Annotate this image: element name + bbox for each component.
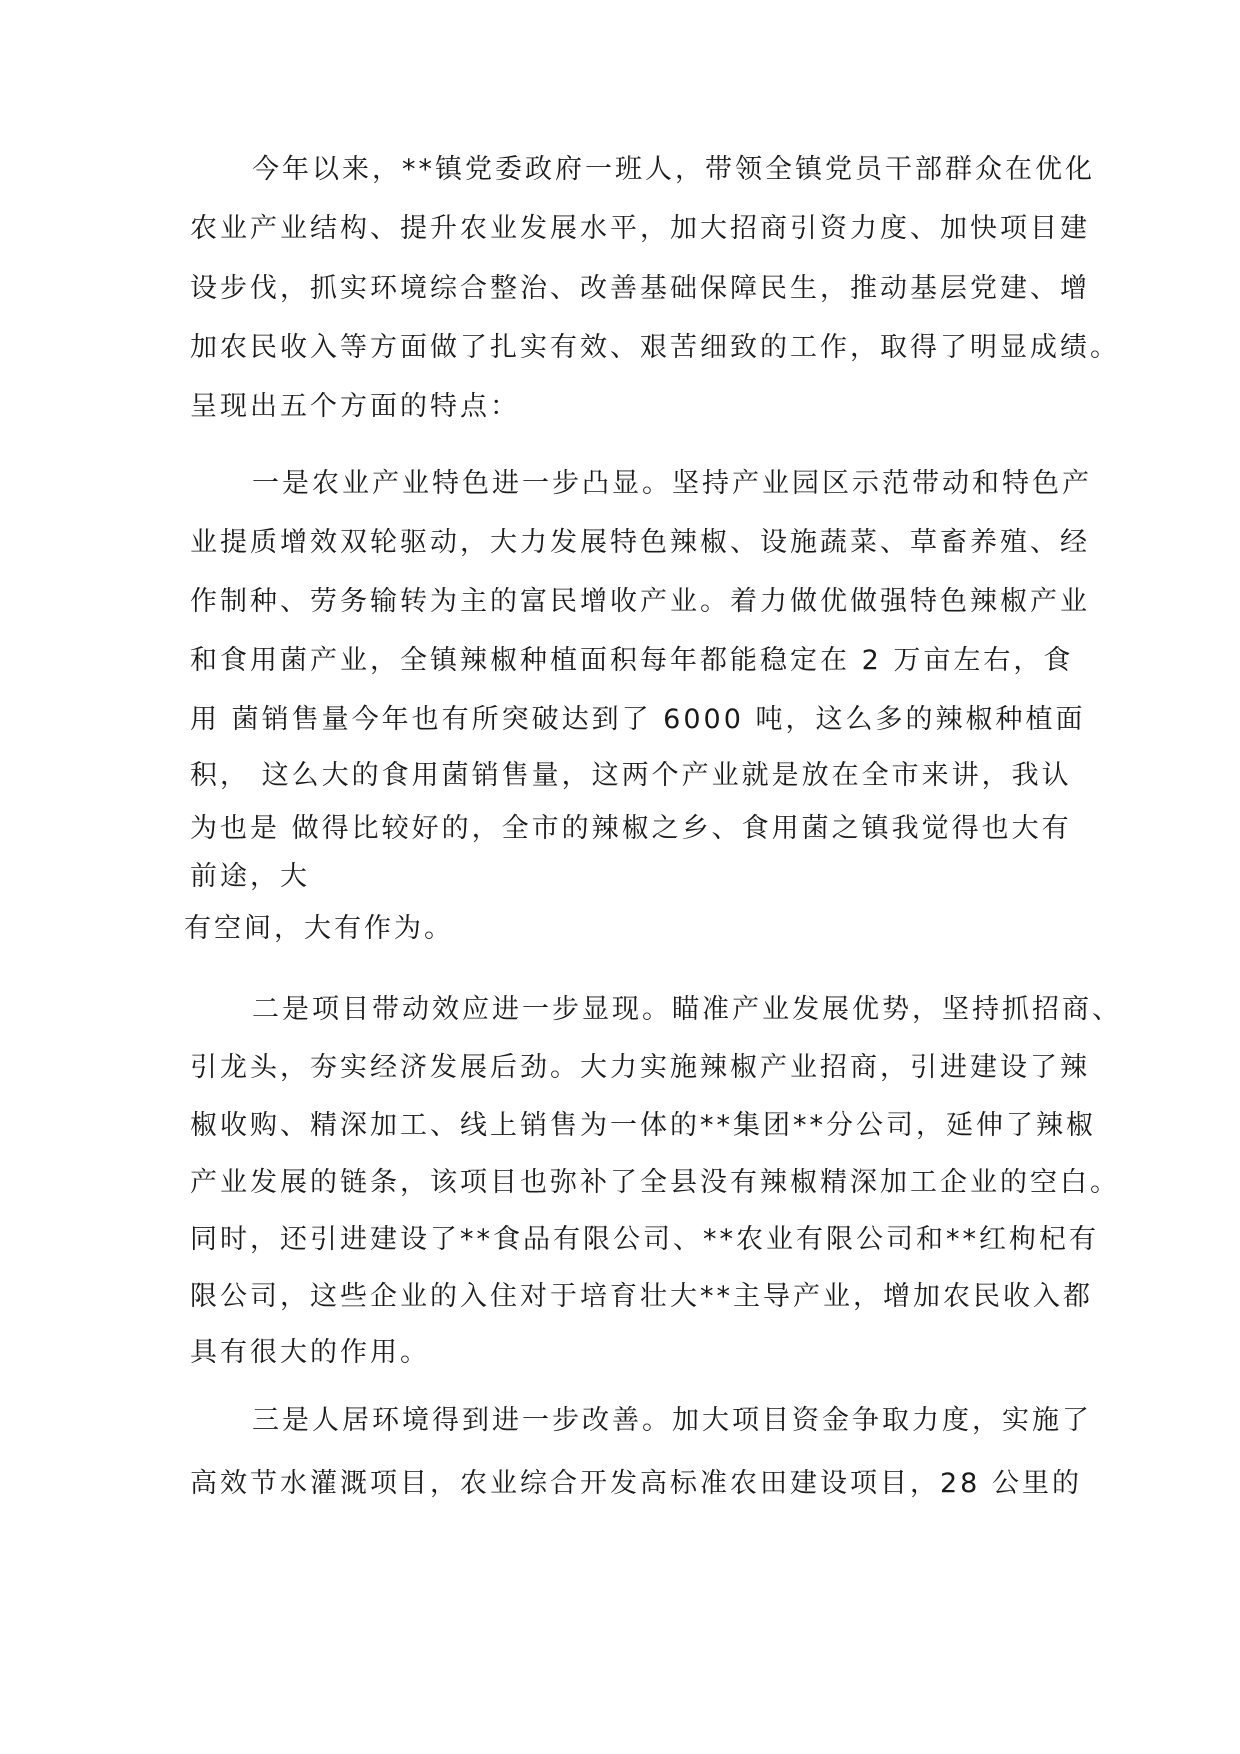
text-line: 设步伐，抓实环境综合整治、改善基础保障民生，推动基层党建、增 — [190, 273, 1090, 304]
text-line: 椒收购、精深加工、线上销售为一体的**集团**分公司，延伸了辣椒 — [190, 1110, 1096, 1141]
text-line: 作制种、劳务输转为主的富民增收产业。着力做优做强特色辣椒产业 — [190, 586, 1090, 617]
text-line: 加农民收入等方面做了扎实有效、艰苦细致的工作，取得了明显成绩。 — [190, 332, 1120, 363]
text-line: 具有很大的作用。 — [190, 1337, 430, 1368]
text-line: 一是农业产业特色进一步凸显。坚持产业园区示范带动和特色产 — [252, 468, 1092, 499]
text-line: 高效节水灌溉项目，农业综合开发高标准农田建设项目，28 公里的 — [190, 1468, 1082, 1499]
text-line: 产业发展的链条，该项目也弥补了全县没有辣椒精深加工企业的空白。 — [190, 1167, 1120, 1198]
text-line: 限公司，这些企业的入住对于培育壮大**主导产业，增加农民收入都 — [190, 1281, 1093, 1312]
text-line: 用 菌销售量今年也有所突破达到了 6000 吨，这么多的辣椒种植面 — [190, 704, 1086, 735]
text-line: 和食用菌产业，全镇辣椒种植面积每年都能稳定在 2 万亩左右，食 — [190, 645, 1074, 676]
text-line: 农业产业结构、提升农业发展水平，加大招商引资力度、加快项目建 — [190, 213, 1090, 244]
text-line: 前途，大 — [190, 861, 310, 892]
text-line: 有空间，大有作为。 — [184, 913, 454, 944]
text-line: 同时，还引进建设了**食品有限公司、**农业有限公司和**红枸杞有 — [190, 1224, 1099, 1255]
text-line: 业提质增效双轮驱动，大力发展特色辣椒、设施蔬菜、草畜养殖、经 — [190, 527, 1090, 558]
text-line: 呈现出五个方面的特点： — [190, 391, 520, 422]
text-line: 今年以来，**镇党委政府一班人，带领全镇党员干部群众在优化 — [252, 154, 1095, 185]
text-line: 二是项目带动效应进一步显现。瞄准产业发展优势，坚持抓招商、 — [252, 994, 1122, 1025]
text-line: 三是人居环境得到进一步改善。加大项目资金争取力度，实施了 — [252, 1405, 1092, 1436]
text-line: 引龙头，夯实经济发展后劲。大力实施辣椒产业招商，引进建设了辣 — [190, 1052, 1090, 1083]
text-line: 为也是 做得比较好的，全市的辣椒之乡、食用菌之镇我觉得也大有 — [190, 813, 1072, 844]
text-line: 积， 这么大的食用菌销售量，这两个产业就是放在全市来讲，我认 — [190, 760, 1072, 791]
